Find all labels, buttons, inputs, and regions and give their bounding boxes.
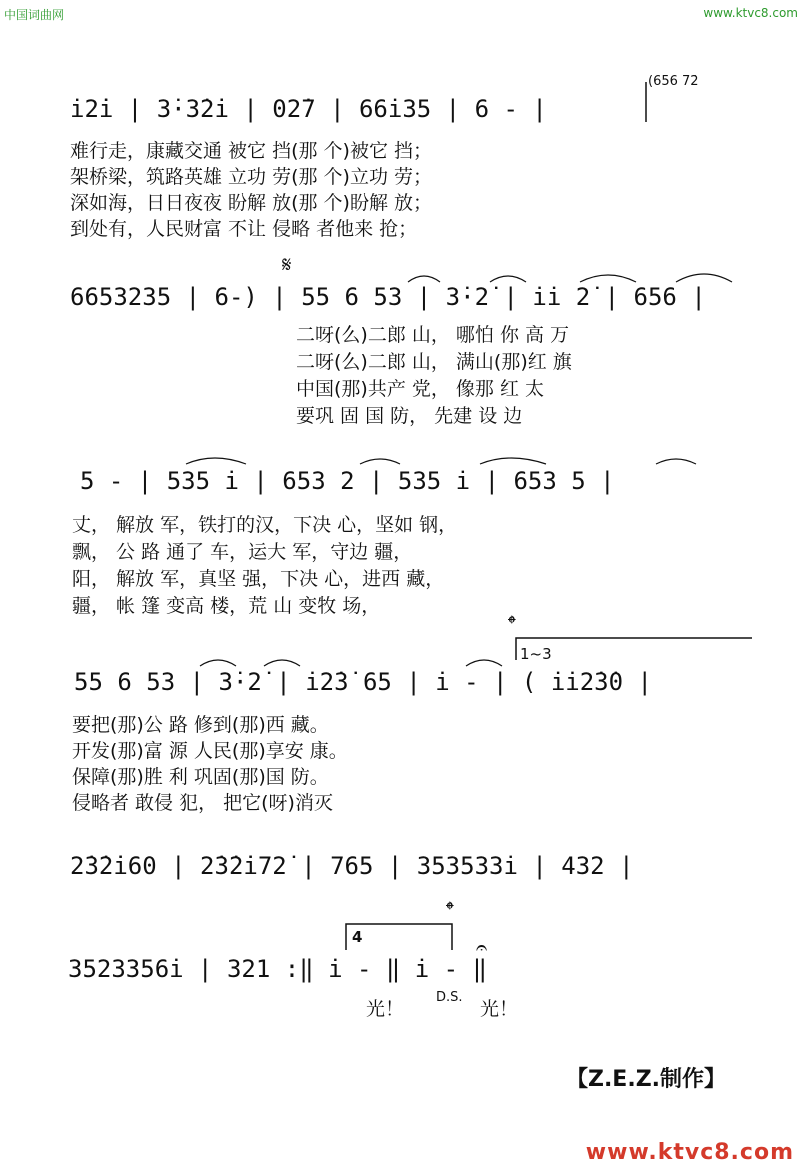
row2-lyric-3: 中国(那)共产 党， 像那 红 太 <box>296 378 544 400</box>
row3-lyric-3: 阳， 解放 军，真坚 强，下决 心，进西 藏， <box>72 568 445 590</box>
fermata-icon: 𝄐 <box>476 935 488 959</box>
row3-notes: 5 - | 535 i̇ | 653 2 | 535 i̇ | 653 5 | <box>80 467 615 495</box>
slur-arc <box>264 660 300 666</box>
coda-sign-1: 𝄌 <box>508 612 516 637</box>
watermark-site-name: 中国词曲网 <box>4 8 65 22</box>
slur-arc <box>580 275 636 282</box>
row6-notes: 3523356i̇ | 321 :‖ i̇ - ‖ i̇ - ‖ <box>68 955 488 983</box>
slur-arc <box>490 276 526 282</box>
slur-arc <box>408 276 440 282</box>
row4-lyric-4: 侵略者 敢侵 犯， 把它(呀)消灭 <box>72 792 333 814</box>
coda-sign-2: 𝄌 <box>446 898 454 923</box>
row2-notes: 6653235 | 6-) | 55 6 53 | 3̇·2̇ | i̇i̇ 2̇ | 656 | <box>70 283 706 311</box>
row2-lyric-1: 二呀(么)二郎 山， 哪怕 你 高 万 <box>296 324 570 346</box>
row3-lyric-4: 疆， 帐 篷 变高 楼，荒 山 变牧 场， <box>72 595 381 617</box>
slur-arc <box>360 459 400 464</box>
segno-sign: 𝄋 <box>282 253 292 278</box>
row1-lyric-2: 架桥梁，筑路英雄 立功 劳(那 个)立功 劳； <box>70 166 432 188</box>
credit-label: 【Z.E.Z.制作】 <box>566 1067 727 1092</box>
row1-prefix: (656 72̇ <box>648 74 699 89</box>
volta-1-3-label: 1~3 <box>520 645 552 663</box>
row1-lyric-1: 难行走，康藏交通 被它 挡(那 个)被它 挡； <box>70 140 432 162</box>
row3-lyric-1: 丈， 解放 军，铁打的汉，下决 心，坚如 钢， <box>72 514 458 536</box>
watermark-bottom-url: www.ktvc8.com <box>585 1140 794 1165</box>
slur-arc <box>676 274 732 282</box>
row4-lyric-2: 开发(那)富 源 人民(那)享安 康。 <box>72 740 348 762</box>
row2-lyric-2: 二呀(么)二郎 山， 满山(那)红 旗 <box>296 351 572 373</box>
volta-4-bracket <box>346 924 452 950</box>
slur-arc <box>656 459 696 464</box>
row5-notes: 2̇3̇2̇i̇60 | 2̇3̇2̇i̇72̇ | 765 | 353533i̇ | 432 | <box>70 852 634 880</box>
watermark-site-url: www.ktvc8.com <box>703 6 798 20</box>
volta-4-label: 4 <box>352 928 363 946</box>
row4-lyric-1: 要把(那)公 路 修到(那)西 藏。 <box>72 714 329 736</box>
slur-arc <box>466 660 502 666</box>
slur-arc <box>200 660 236 666</box>
row2-lyric-4: 要巩 固 国 防， 先建 设 边 <box>296 405 523 427</box>
row1-lyric-4: 到处有，人民财富 不让 侵略 者他来 抢； <box>70 218 418 240</box>
dal-segno-label: D.S. <box>436 990 463 1005</box>
row1-notes: i̇2̇i̇ | 3̇·3̇2̇i̇ | 02̇7 | 66i̇35 | 6 - | <box>70 95 547 123</box>
ending-lyric-1: 光！ <box>366 998 405 1020</box>
ending-lyric-2: 光！ <box>480 998 519 1020</box>
row4-lyric-3: 保障(那)胜 利 巩固(那)国 防。 <box>72 766 329 788</box>
row1-lyric-3: 深如海，日日夜夜 盼解 放(那 个)盼解 放； <box>70 192 432 214</box>
row3-lyric-2: 飘， 公 路 通了 车，运大 军，守边 疆， <box>72 541 413 563</box>
slur-arc <box>480 458 546 464</box>
row4-notes: 55 6 53 | 3̇·2̇ | i̇2̇3̇ 65 | i̇ - | ( i̇i̇2̇3̇0 | <box>74 668 652 696</box>
volta-1-3-bracket <box>516 638 752 660</box>
slur-arc <box>186 458 246 464</box>
